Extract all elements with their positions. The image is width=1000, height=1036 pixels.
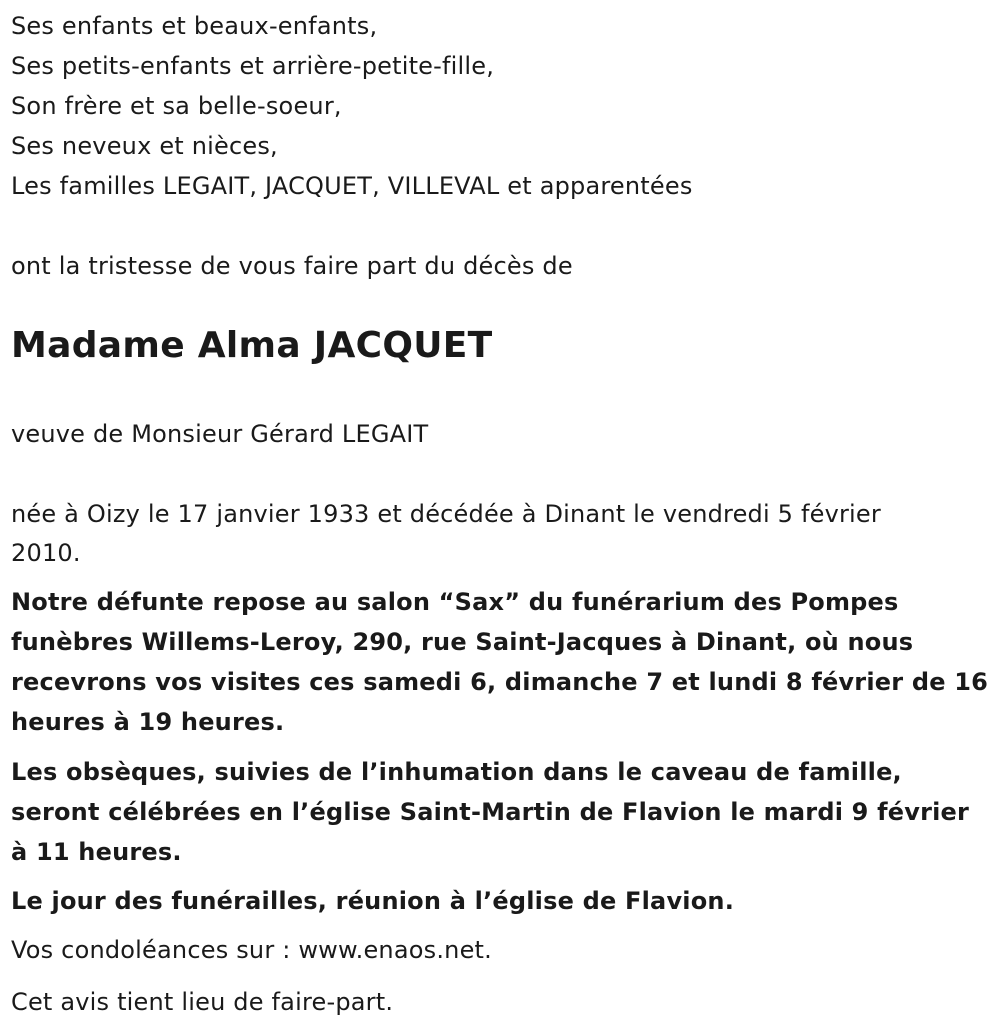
family-line-children: Ses enfants et beaux-enfants, bbox=[11, 12, 378, 40]
birth-death-line-2: 2010. bbox=[11, 539, 81, 567]
widow-of-text: veuve de Monsieur Gérard LEGAIT bbox=[11, 420, 429, 448]
family-line-brother: Son frère et sa belle-soeur, bbox=[11, 92, 342, 120]
family-line-nephews: Ses neveux et nièces, bbox=[11, 132, 278, 160]
funeral-line-3: à 11 heures. bbox=[11, 838, 182, 866]
family-line-grandchildren: Ses petits-enfants et arrière-petite-fille, bbox=[11, 52, 495, 80]
visitation-line-4: heures à 19 heures. bbox=[11, 708, 285, 736]
notice-text: Cet avis tient lieu de faire-part. bbox=[11, 988, 394, 1016]
funeral-line-2: seront célébrées en l’église Saint-Martin de Flavion le mardi 9 février bbox=[11, 798, 970, 826]
announcement-text: ont la tristesse de vous faire part du décès de bbox=[11, 252, 573, 280]
funeral-line-1: Les obsèques, suivies de l’inhumation dans le caveau de famille, bbox=[11, 758, 902, 786]
visitation-line-3: recevrons vos visites ces samedi 6, dimanche 7 et lundi 8 février de 16 bbox=[11, 668, 989, 696]
deceased-name: Madame Alma JACQUET bbox=[11, 325, 493, 366]
condolences-text: Vos condoléances sur : www.enaos.net. bbox=[11, 936, 492, 964]
family-line-families: Les familles LEGAIT, JACQUET, VILLEVAL et apparentées bbox=[11, 172, 693, 200]
visitation-line-1: Notre défunte repose au salon “Sax” du funérarium des Pompes bbox=[11, 588, 899, 616]
birth-death-line-1: née à Oizy le 17 janvier 1933 et décédée à Dinant le vendredi 5 février bbox=[11, 500, 881, 528]
visitation-line-2: funèbres Willems-Leroy, 290, rue Saint-Jacques à Dinant, où nous bbox=[11, 628, 914, 656]
meeting-text: Le jour des funérailles, réunion à l’église de Flavion. bbox=[11, 887, 735, 915]
